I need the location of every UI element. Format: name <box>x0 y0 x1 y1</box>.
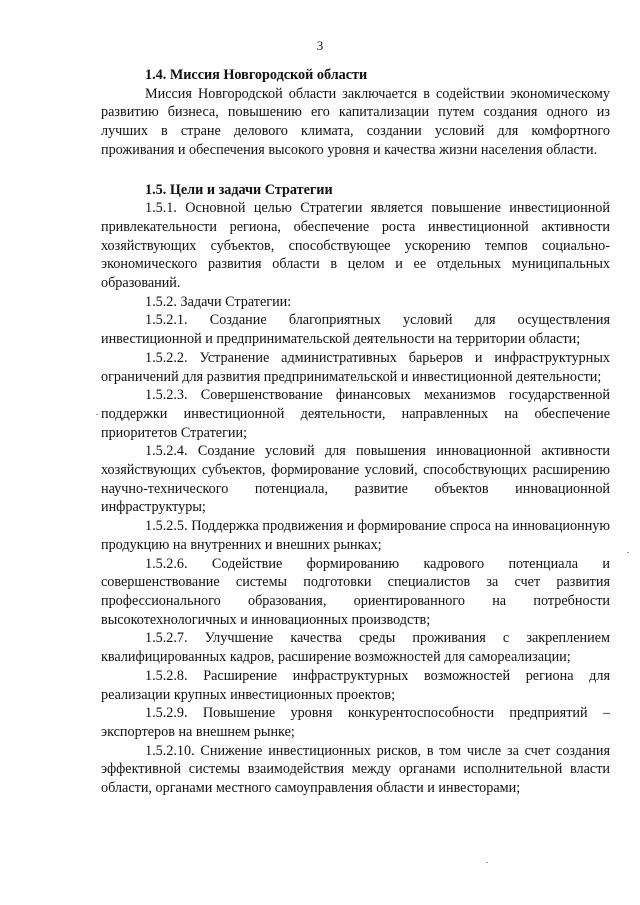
page-content <box>101 66 610 798</box>
task-paragraph-8: 1.5.2.8. Расширение инфраструктурных возможностей региона для реализации крупных инвестиционных проектов; <box>101 667 610 703</box>
section-heading-mission: 1.4. Миссия Новгородской области <box>145 67 368 83</box>
page-number: 3 <box>316 38 324 53</box>
scan-speck <box>627 552 629 553</box>
task-paragraph-7: 1.5.2.7. Улучшение качества среды проживания с закреплением квалифицированных кадров, расширение возможностей для самореализации; <box>101 630 610 666</box>
scan-speck <box>486 862 488 863</box>
task-paragraph-5: 1.5.2.5. Поддержка продвижения и формирование спроса на инновационную продукцию на внутренних и внешних рынках; <box>101 518 610 553</box>
task-paragraph-9: 1.5.2.9. Повышение уровня конкурентоспособности предприятий – экспортеров на внешнем рынке; <box>101 705 610 740</box>
task-paragraph-4: 1.5.2.4. Создание условий для повышения инновационной активности хозяйствующих субъектов, формирование условий, способствующих расширению научно-технического потенциала, развитие объектов инновационной инфраструктуры; <box>101 443 610 516</box>
task-paragraph-2: 1.5.2.2. Устранение административных барьеров и инфраструктурных ограничений для развития предпринимательской и инвестиционной деятельности; <box>101 349 610 385</box>
section-heading-goals: 1.5. Цели и задачи Стратегии <box>145 181 333 198</box>
task-paragraph-10: 1.5.2.10. Снижение инвестиционных рисков, в том числе за счет создания эффективной системы взаимодействия между органами исполнительной власти области, органами местного самоуправления области и инвесторами; <box>101 742 610 797</box>
section-gap <box>101 160 610 181</box>
tasks-intro-paragraph: 1.5.2. Задачи Стратегии: <box>145 293 292 310</box>
mission-paragraph: Миссия Новгородской области заключается в содействии экономическому развитию бизнеса, повышению его капитализации путем создания одного из лучших в стране делового климата, создании условий для комфортного проживания и обеспечения высокого уровня и качества жизни населения области. <box>101 85 610 158</box>
task-paragraph-3: 1.5.2.3. Совершенствование финансовых механизмов государственной поддержки инвестиционной деятельности, направленных на обеспечение приоритетов Стратегии; <box>101 387 610 441</box>
task-paragraph-1: 1.5.2.1. Создание благоприятных условий для осуществления инвестиционной и предпринимательской деятельности на территории области; <box>101 312 610 348</box>
task-paragraph-6: 1.5.2.6. Содействие формированию кадрового потенциала и совершенствование системы подготовки специалистов за счет развития профессионального образования, ориентированного на потребности высокотехнологичных и инновационных производств; <box>101 555 610 628</box>
scan-speck <box>96 414 98 415</box>
goal-paragraph-1-5-1: 1.5.1. Основной целью Стратегии является повышение инвестиционной привлекательности региона, обеспечение роста инвестиционной активности хозяйствующих субъектов, способствующее ускорению темпов социально-экономического развития области в целом и ее отдельных муниципальных образований. <box>101 200 610 292</box>
